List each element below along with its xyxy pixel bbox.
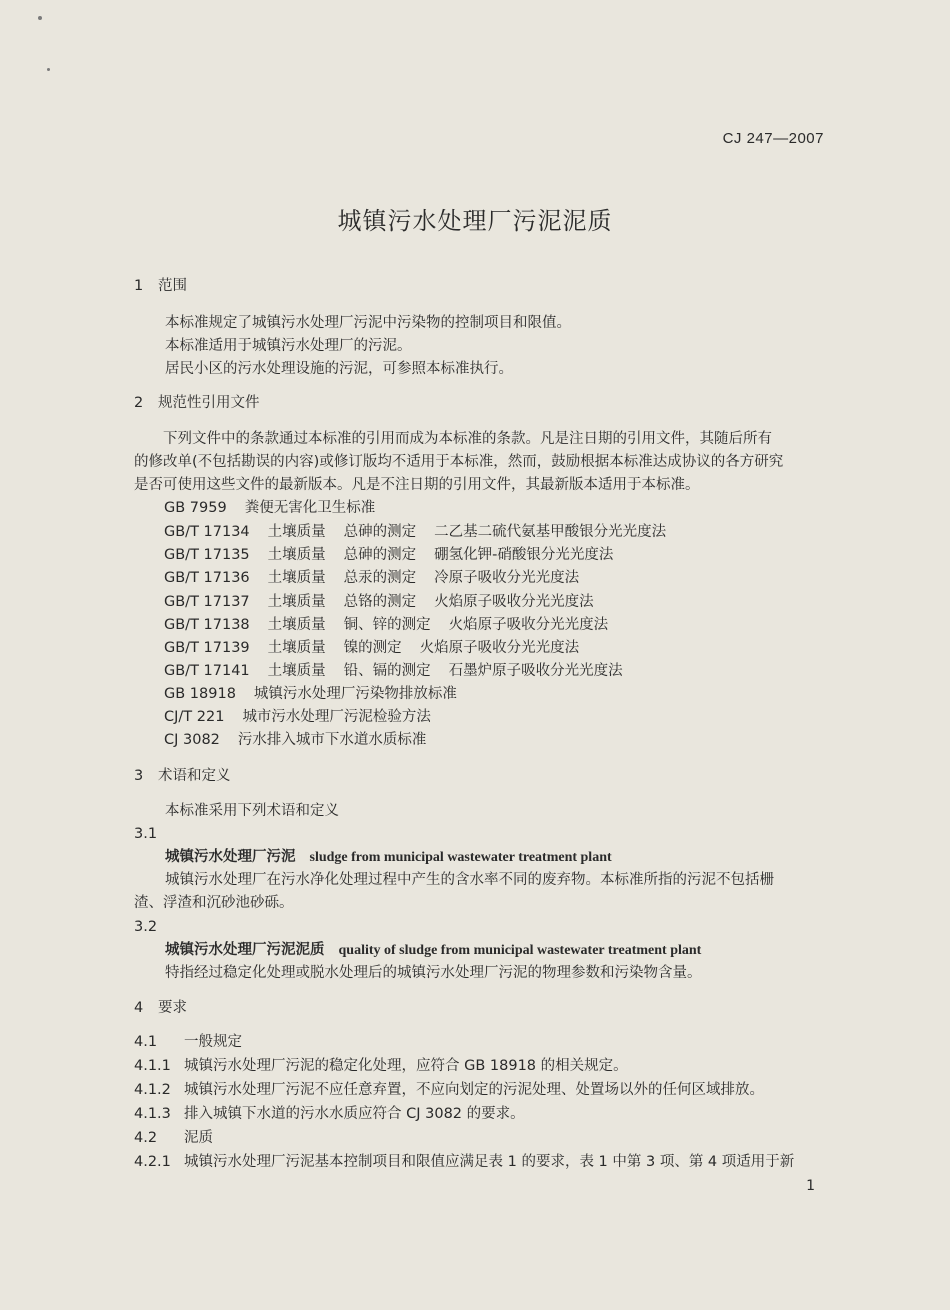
reference-title: 总砷的测定	[343, 547, 417, 563]
reference-title: 土壤质量	[267, 617, 326, 633]
section-heading	[134, 998, 187, 1018]
reference-title: 总铬的测定	[343, 594, 417, 610]
reference-title: 土壤质量	[267, 570, 326, 586]
reference-code: GB 18918	[164, 686, 236, 702]
clause-text: 城镇污水处理厂污泥的稳定化处理，应符合 GB 18918 的相关规定。	[184, 1058, 628, 1074]
paragraph-line: 下列文件中的条款通过本标准的引用而成为本标准的条款。凡是注日期的引用文件，其随后所有	[163, 431, 772, 447]
paragraph-line: 是否可使用这些文件的最新版本。凡是不注日期的引用文件，其最新版本适用于本标准。	[134, 477, 700, 493]
reference-title: 冷原子吸收分光光度法	[434, 570, 580, 586]
clause-number: 4.1.1	[134, 1058, 171, 1074]
paragraph-line: 的修改单(不包括勘误的内容)或修订版均不适用于本标准，然而，鼓励根据本标准达成协议的各方研究	[134, 454, 784, 470]
section-heading	[134, 276, 187, 296]
reference-title: 城镇污水处理厂污染物排放标准	[253, 686, 457, 702]
definition-line: 城镇污水处理厂在污水净化处理过程中产生的含水率不同的废弃物。本标准所指的污泥不包括栅	[165, 872, 774, 888]
definition-line: 特指经过稳定化处理或脱水处理后的城镇污水处理厂污泥的物理参数和污染物含量。	[165, 965, 702, 981]
clause	[134, 1080, 764, 1100]
reference-item	[164, 661, 623, 681]
document-title: 城镇污水处理厂污泥泥质	[337, 207, 613, 235]
subsection-title: 一般规定	[184, 1034, 242, 1050]
term-entry	[165, 847, 612, 868]
paragraph-line: 本标准采用下列术语和定义	[165, 803, 339, 819]
reference-item	[164, 707, 431, 727]
term-zh: 城镇污水处理厂污泥泥质	[165, 942, 325, 958]
reference-item	[164, 568, 579, 588]
subsection-heading	[134, 1032, 242, 1052]
reference-code: GB/T 17135	[164, 547, 250, 563]
standard-number: CJ 247—2007	[722, 130, 824, 147]
section-title: 规范性引用文件	[158, 395, 260, 411]
subsection-heading	[134, 1128, 213, 1148]
reference-code: GB/T 17137	[164, 594, 250, 610]
reference-item	[164, 615, 608, 635]
reference-title: 镍的测定	[343, 640, 402, 656]
clause	[134, 1056, 628, 1076]
reference-title: 硼氢化钾-硝酸银分光光度法	[434, 547, 614, 563]
clause-number: 4.2.1	[134, 1154, 171, 1170]
section-title: 术语和定义	[158, 768, 231, 784]
section-title: 范围	[158, 278, 187, 294]
reference-item	[164, 684, 457, 704]
reference-code: GB/T 17141	[164, 663, 250, 679]
clause-text: 排入城镇下水道的污水水质应符合 CJ 3082 的要求。	[184, 1106, 525, 1122]
paragraph-line: 本标准规定了城镇污水处理厂污泥中污染物的控制项目和限值。	[165, 315, 571, 331]
page-number: 1	[806, 1178, 815, 1194]
term-en: sludge from municipal wastewater treatment plant	[309, 850, 612, 865]
clause-text: 城镇污水处理厂污泥不应任意弃置，不应向划定的污泥处理、处置场以外的任何区域排放。	[184, 1082, 764, 1098]
reference-title: 总砷的测定	[343, 524, 417, 540]
reference-title: 二乙基二硫代氨基甲酸银分光光度法	[434, 524, 667, 540]
section-number: 3	[134, 768, 144, 784]
section-number: 2	[134, 395, 144, 411]
reference-code: GB/T 17136	[164, 570, 250, 586]
reference-code: CJ 3082	[164, 732, 220, 748]
reference-code: GB/T 17134	[164, 524, 250, 540]
reference-title: 土壤质量	[267, 547, 326, 563]
reference-code: GB 7959	[164, 500, 227, 516]
scan-speck	[38, 16, 42, 20]
reference-title: 火焰原子吸收分光光度法	[434, 594, 594, 610]
reference-title: 土壤质量	[267, 594, 326, 610]
term-zh: 城镇污水处理厂污泥	[165, 849, 296, 865]
reference-code: GB/T 17138	[164, 617, 250, 633]
clause	[134, 1104, 525, 1124]
definition-line: 渣、浮渣和沉砂池砂砾。	[134, 895, 294, 911]
paragraph-line: 居民小区的污水处理设施的污泥，可参照本标准执行。	[165, 361, 513, 377]
section-title: 要求	[158, 1000, 187, 1016]
section-number: 1	[134, 278, 144, 294]
section-number: 4	[134, 1000, 144, 1016]
reference-title: 土壤质量	[267, 640, 326, 656]
reference-title: 铜、锌的测定	[343, 617, 431, 633]
reference-code: GB/T 17139	[164, 640, 250, 656]
term-number: 3.2	[134, 919, 158, 935]
reference-title: 火焰原子吸收分光光度法	[448, 617, 609, 633]
clause-text: 城镇污水处理厂污泥基本控制项目和限值应满足表 1 的要求，表 1 中第 3 项、第 4 项适用于新	[184, 1154, 795, 1170]
paragraph-line: 本标准适用于城镇污水处理厂的污泥。	[165, 338, 412, 354]
reference-item	[164, 498, 375, 518]
term-number: 3.1	[134, 826, 158, 842]
term-entry	[165, 940, 701, 961]
reference-item	[164, 730, 426, 750]
clause-number: 4.1.2	[134, 1082, 171, 1098]
clause	[134, 1152, 794, 1172]
clause-number: 4.2	[134, 1130, 158, 1146]
reference-title: 火焰原子吸收分光光度法	[419, 640, 580, 656]
reference-title: 石墨炉原子吸收分光光度法	[448, 663, 623, 679]
clause-number: 4.1.3	[134, 1106, 171, 1122]
section-heading	[134, 766, 231, 786]
reference-item	[164, 638, 579, 658]
reference-title: 污水排入城市下水道水质标准	[237, 732, 427, 748]
reference-title: 城市污水处理厂污泥检验方法	[242, 709, 431, 725]
term-en: quality of sludge from municipal wastewater treatment plant	[338, 943, 702, 958]
reference-title: 土壤质量	[267, 524, 326, 540]
reference-title: 总汞的测定	[343, 570, 417, 586]
reference-code: CJ/T 221	[164, 709, 225, 725]
scan-speck	[47, 68, 50, 71]
reference-title: 粪便无害化卫生标准	[244, 500, 376, 516]
clause-number: 4.1	[134, 1034, 158, 1050]
subsection-title: 泥质	[184, 1130, 213, 1146]
reference-item	[164, 592, 594, 612]
reference-item	[164, 522, 666, 542]
reference-title: 土壤质量	[267, 663, 326, 679]
section-heading	[134, 393, 260, 413]
reference-item	[164, 545, 613, 565]
reference-title: 铅、镉的测定	[343, 663, 431, 679]
